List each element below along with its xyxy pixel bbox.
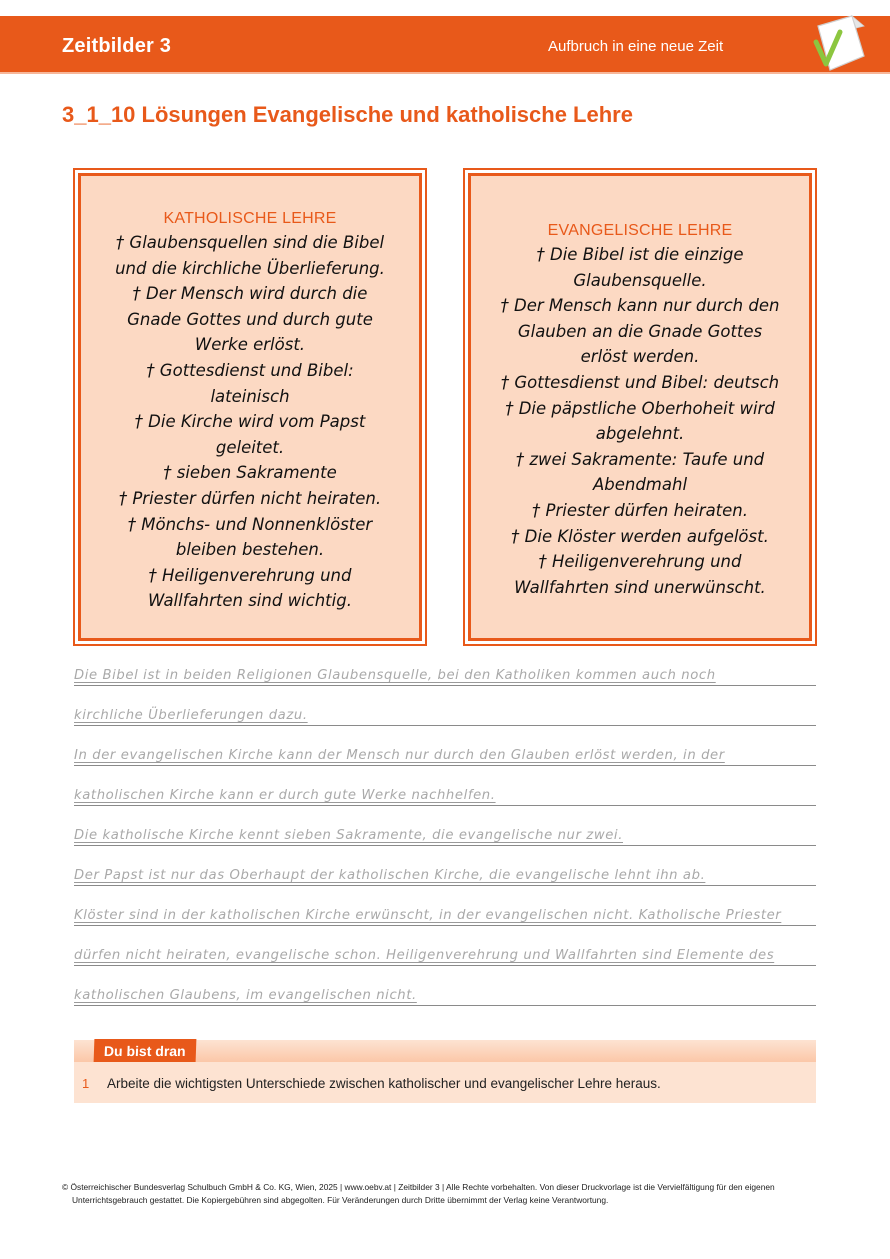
evangelisch-line: † Priester dürfen heiraten. [532, 500, 748, 520]
katholisch-line: † Die Kirche wird vom Papst [134, 412, 366, 432]
header-bar [0, 16, 890, 74]
answer-text: dürfen nicht heiraten, evangelische schon. Heiligenverehrung und Wallfahrten sind Elemente des [74, 948, 816, 966]
evangelisch-line: † Heiligenverehrung und [538, 552, 742, 572]
katholisch-line: geleitet. [215, 437, 285, 457]
katholisch-line: † Gottesdienst und Bibel: [146, 360, 354, 380]
evangelisch-line: Wallfahrten sind unerwünscht. [514, 577, 766, 597]
katholisch-line: bleiben bestehen. [175, 540, 325, 560]
evangelisch-line: Glauben an die Gnade Gottes [517, 321, 763, 341]
answer-line [74, 940, 816, 980]
evangelisch-line: † Der Mensch kann nur durch den [500, 296, 780, 316]
evangelisch-line: Glaubensquelle. [573, 270, 707, 290]
copyright-footer [62, 1181, 802, 1207]
answer-line [74, 980, 816, 1020]
answer-line [74, 740, 816, 780]
answer-text: In der evangelischen Kirche kann der Mensch nur durch den Glauben erlöst werden, in der [74, 748, 816, 766]
answer-text: Die katholische Kirche kennt sieben Sakramente, die evangelische nur zwei. [74, 828, 816, 846]
answer-text: Die Bibel ist in beiden Religionen Glaubensquelle, bei den Katholiken kommen auch noch [74, 668, 816, 686]
answer-lines [74, 660, 816, 1020]
header-underline [0, 72, 890, 74]
katholische-lehre-box [78, 173, 422, 641]
evangelische-lehre-list [471, 242, 809, 600]
katholisch-line: Gnade Gottes und durch gute [127, 309, 373, 329]
evangelisch-line: Abendmahl [592, 475, 688, 495]
page-title: 3_1_10 Lösungen Evangelische und katholische Lehre [62, 102, 633, 127]
evangelische-lehre-box [468, 173, 812, 641]
katholisch-line: † sieben Sakramente [163, 463, 337, 483]
katholisch-line: † Glaubensquellen sind die Bibel [115, 233, 385, 252]
evangelisch-line: † Die päpstliche Oberhoheit wird [505, 398, 775, 418]
evangelisch-line: † Gottesdienst und Bibel: deutsch [500, 372, 780, 392]
answer-text: kirchliche Überlieferungen dazu. [74, 708, 816, 726]
evangelisch-line: † zwei Sakramente: Taufe und [515, 449, 765, 469]
answer-line [74, 860, 816, 900]
answer-line [74, 700, 816, 740]
section-title: Aufbruch in eine neue Zeit [548, 38, 724, 55]
answer-line [74, 820, 816, 860]
evangelisch-line: † Die Bibel ist die einzige [536, 245, 744, 264]
answer-line [74, 900, 816, 940]
du-bist-dran-tab: Du bist dran [94, 1039, 196, 1062]
task-number: 1 [82, 1076, 90, 1091]
katholisch-line: Werke erlöst. [194, 335, 306, 355]
checkmark-paper-icon [806, 12, 868, 82]
answer-text: katholischen Glaubens, im evangelischen nicht. [74, 988, 816, 1006]
answer-line [74, 780, 816, 820]
footer-line-1: © Österreichischer Bundesverlag Schulbuch GmbH & Co. KG, Wien, 2025 | www.oebv.at | Zeitbilder 3 | Alle Rechte vorbehalten. Von dieser Druckvorlage ist die Vervielfältigung für den eigenen [62, 1182, 775, 1192]
katholisch-line: † Heiligenverehrung und [148, 565, 352, 585]
katholische-lehre-heading: KATHOLISCHE LEHRE [163, 210, 337, 227]
katholisch-line: Wallfahrten sind wichtig. [148, 591, 352, 611]
evangelisch-line: erlöst werden. [580, 347, 700, 367]
task-panel [74, 1040, 816, 1103]
katholisch-line: lateinisch [210, 386, 290, 406]
answer-text: Klöster sind in der katholischen Kirche erwünscht, in der evangelischen nicht. Katholische Priester [74, 908, 816, 926]
evangelisch-line: abgelehnt. [595, 424, 685, 444]
katholisch-line: † Mönchs- und Nonnenklöster [127, 514, 373, 534]
task-text: Arbeite die wichtigsten Unterschiede zwischen katholischer und evangelischer Lehre heraus. [107, 1076, 661, 1091]
katholisch-line: und die kirchliche Überlieferung. [115, 258, 385, 278]
brand-title: Zeitbilder 3 [62, 35, 172, 57]
answer-line [74, 660, 816, 700]
footer-line-2: Unterrichtsgebrauch gestattet. Die Kopiergebühren sind abgegolten. Für Veränderungen durch Dritte übernimmt der Verlag keine Verantwortung. [72, 1195, 609, 1205]
evangelische-lehre-heading: EVANGELISCHE LEHRE [547, 222, 733, 239]
evangelisch-line: † Die Klöster werden aufgelöst. [511, 526, 769, 546]
katholisch-line: † Priester dürfen nicht heiraten. [118, 488, 382, 508]
answer-text: katholischen Kirche kann er durch gute Werke nachhelfen. [74, 788, 816, 806]
katholische-lehre-list [81, 230, 419, 614]
katholisch-line: † Der Mensch wird durch die [132, 284, 368, 304]
answer-text: Der Papst ist nur das Oberhaupt der katholischen Kirche, die evangelische lehnt ihn ab. [74, 868, 816, 886]
